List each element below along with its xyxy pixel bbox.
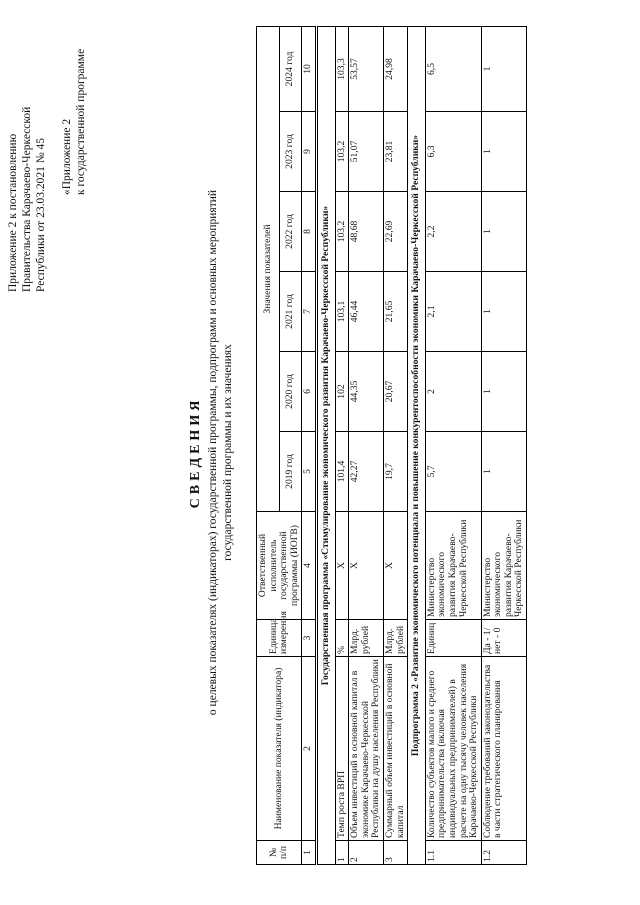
section-program-title: Государственная программа «Стимулирование экономического развития Карачаево-Черкесской Республики» (316, 27, 335, 865)
row-value: 48,68 (349, 192, 384, 272)
row-value: 53,57 (349, 27, 384, 112)
row-unit: Да - 1/ нет - 0 (481, 620, 526, 657)
row-name: Количество субъектов малого и среднего предпринимательства (включая индивидуальных предпринимателей) в расчете на одну тысячу человек населения Карачаево-Черкесской Республики (425, 657, 481, 841)
row-value: 102 (335, 352, 349, 432)
row-value: 22,69 (383, 192, 407, 272)
row-name: Соблюдение требований законодательства в части стратегического планирования (481, 657, 526, 841)
row-value: 103,2 (335, 112, 349, 192)
column-number: 3 (302, 620, 317, 657)
column-number: 6 (302, 352, 317, 432)
row-responsible: X (335, 512, 349, 620)
table-row (425, 27, 481, 865)
row-name: Объем инвестиций в основной капитал в экономике Карачаево-Черкесской Республики на душу населения Республики (349, 657, 384, 841)
document-subtitle-line-2: государственной программы и их значениях (222, 344, 234, 561)
header-values-group: Значения показателей (257, 27, 280, 512)
row-value: 5,7 (425, 432, 481, 512)
column-number: 4 (302, 512, 317, 620)
row-value: 2,1 (425, 272, 481, 352)
attachment-line-1: Приложение 2 к постановлению (7, 133, 19, 292)
column-number: 2 (302, 657, 317, 841)
row-value: 24,98 (383, 27, 407, 112)
row-value: 21,65 (383, 272, 407, 352)
attachment-line-2: Правительства Карачаево-Черкесской (21, 106, 33, 292)
row-num: 1 (335, 841, 349, 865)
table-row (335, 27, 349, 865)
document-subtitle-line-1: о целевых показателях (индикаторах) государственной программы, подпрограмм и основных мероприятий (207, 189, 219, 716)
row-value: 20,67 (383, 352, 407, 432)
row-value: 103,3 (335, 27, 349, 112)
header-year: 2024 год (279, 27, 302, 112)
header-year: 2021 год (279, 272, 302, 352)
row-num: 1.2 (481, 841, 526, 865)
row-num: 3 (383, 841, 407, 865)
column-number: 5 (302, 432, 317, 512)
row-value: 1 (481, 112, 526, 192)
row-value: 2,2 (425, 192, 481, 272)
header-num: № п/п (257, 841, 302, 865)
row-num: 2 (349, 841, 384, 865)
column-number: 1 (302, 841, 317, 865)
header-year: 2023 год (279, 112, 302, 192)
attachment-line-5: к государственной программе (75, 48, 87, 195)
row-value: 1 (481, 27, 526, 112)
row-responsible: X (349, 512, 384, 620)
header-year: 2019 год (279, 432, 302, 512)
row-value: 19,7 (383, 432, 407, 512)
row-value: 42,27 (349, 432, 384, 512)
row-value: 103,2 (335, 192, 349, 272)
column-number: 7 (302, 272, 317, 352)
row-value: 46,44 (349, 272, 384, 352)
row-value: 2 (425, 352, 481, 432)
row-value: 44,35 (349, 352, 384, 432)
row-value: 23,81 (383, 112, 407, 192)
row-name: Суммарный объем инвестиций в основной капитал (383, 657, 407, 841)
column-number: 10 (302, 27, 317, 112)
row-value: 6,3 (425, 112, 481, 192)
column-number: 9 (302, 112, 317, 192)
header-year: 2022 год (279, 192, 302, 272)
row-value: 6,5 (425, 27, 481, 112)
row-value: 103,1 (335, 272, 349, 352)
section-subprogram-title: Подпрограмма 2 «Развитие экономического потенциала и повышение конкурентоспособности экономики Карачаево-Черкесской Республики» (408, 27, 426, 865)
row-responsible: X (383, 512, 407, 620)
row-unit: Единиц (425, 620, 481, 657)
column-number-row (302, 27, 317, 865)
attachment-line-3: Республики от 23.03.2021 № 45 (35, 137, 47, 292)
table-row (481, 27, 526, 865)
row-num: 1.1 (425, 841, 481, 865)
document-heading: СВЕДЕНИЯ (188, 396, 203, 509)
header-unit: Единица измерения (257, 620, 302, 657)
column-number: 8 (302, 192, 317, 272)
indicators-table (256, 26, 527, 865)
row-unit: % (335, 620, 349, 657)
row-responsible: Министерство экономического развития Карачаево-Черкесской Республики (481, 512, 526, 620)
row-value: 1 (481, 432, 526, 512)
row-value: 51,07 (349, 112, 384, 192)
table-row (349, 27, 384, 865)
header-year: 2020 год (279, 352, 302, 432)
row-responsible: Министерство экономического развития Карачаево-Черкесской Республики (425, 512, 481, 620)
row-unit: Млрд. рублей (383, 620, 407, 657)
row-value: 101,4 (335, 432, 349, 512)
table-row (383, 27, 407, 865)
header-name: Наименование показателя (индикатора) (257, 657, 302, 841)
header-responsible: Ответственный исполнитель государственной программы (ИОГВ) (257, 512, 302, 620)
row-value: 1 (481, 192, 526, 272)
row-name: Темп роста ВРП (335, 657, 349, 841)
row-value: 1 (481, 272, 526, 352)
row-unit: Млрд. рублей (349, 620, 384, 657)
attachment-line-4: «Приложение 2 (61, 118, 73, 195)
row-value: 1 (481, 352, 526, 432)
